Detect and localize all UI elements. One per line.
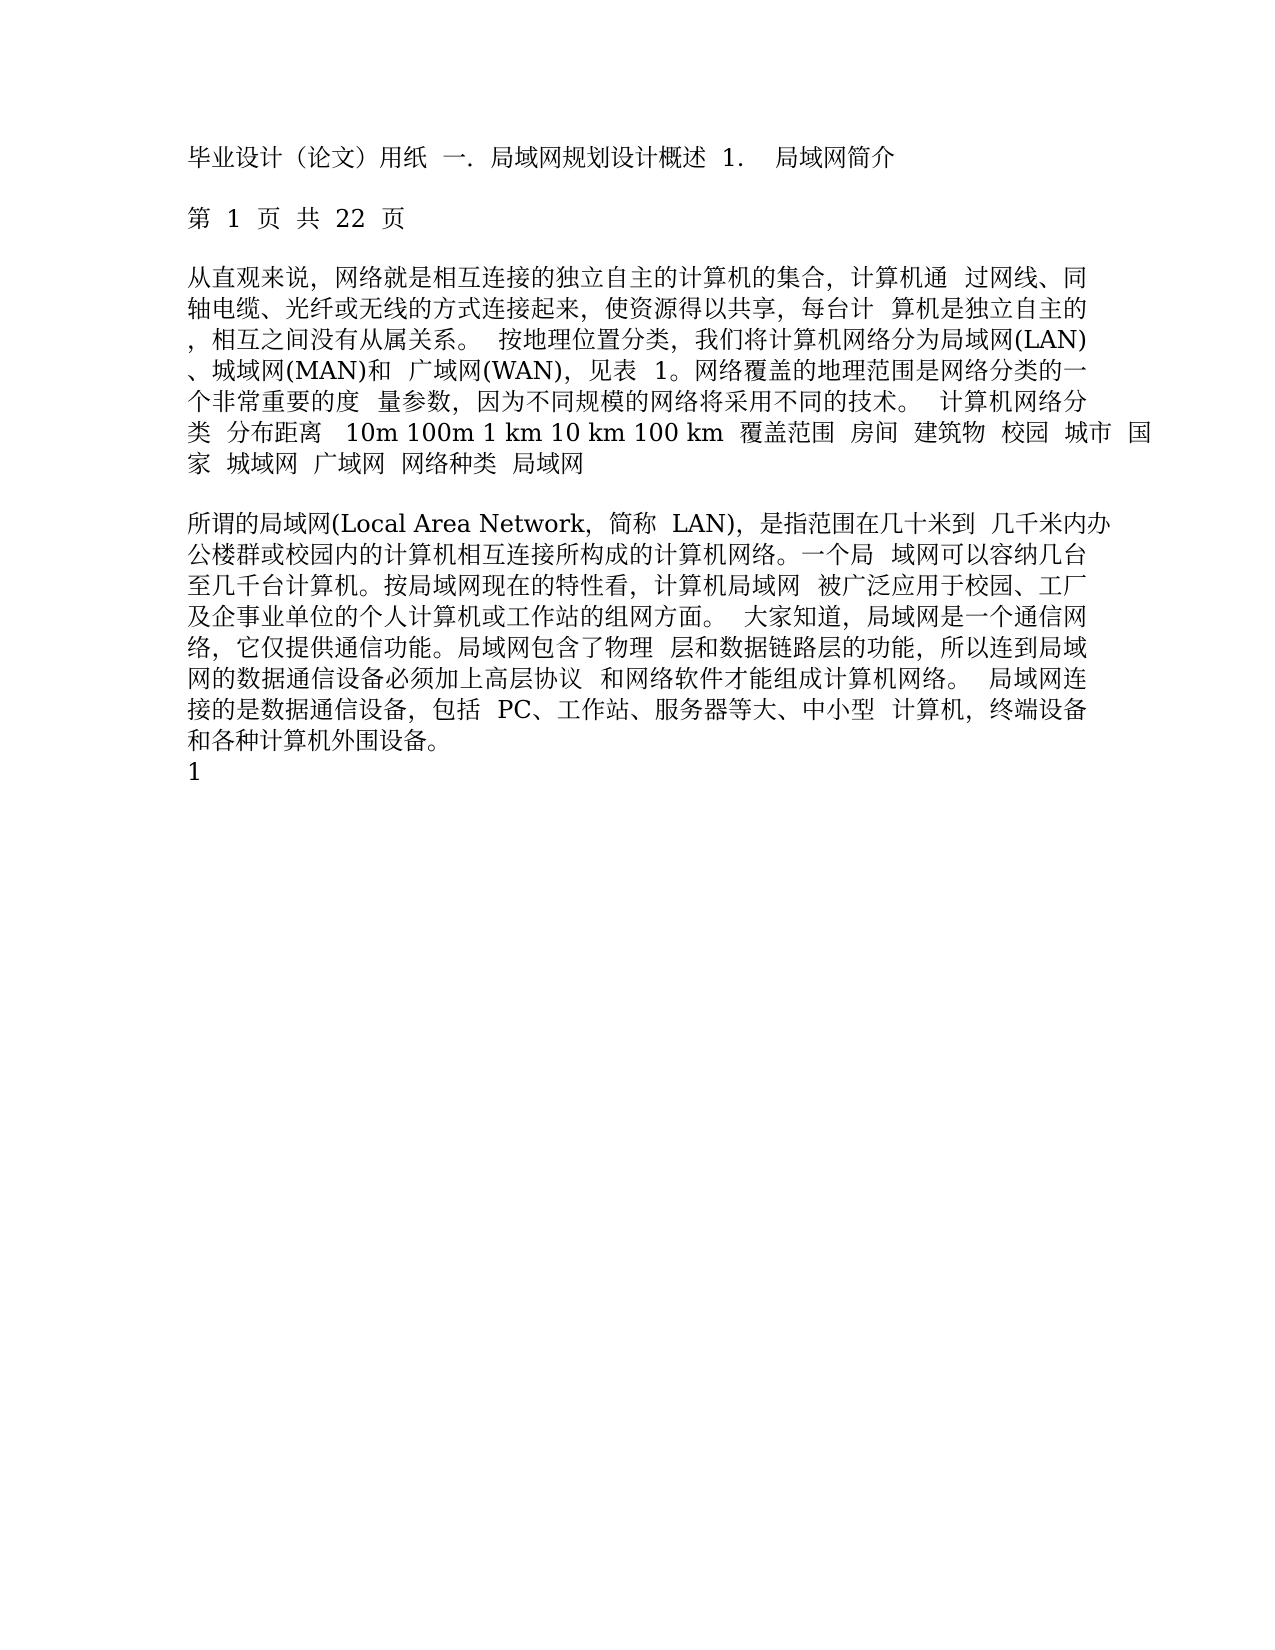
paragraph-line: 公楼群或校园内的计算机相互连接所构成的计算机网络。一个局 域网可以容纳几台 — [187, 541, 1087, 569]
paragraph-line: 接的是数据通信设备，包括 PC、工作站、服务器等大、中小型 计算机，终端设备 — [187, 696, 1087, 724]
paragraph-line: 个非常重要的度 量参数，因为不同规模的网络将采用不同的技术。 计算机网络分 — [187, 388, 1087, 416]
paragraph-line: 络，它仅提供通信功能。局域网包含了物理 层和数据链路层的功能，所以连到局域 — [187, 634, 1087, 662]
paragraph-line: 网的数据通信设备必须加上高层协议 和网络软件才能组成计算机网络。 局域网连 — [187, 665, 1087, 693]
header-line: 毕业设计（论文）用纸 一．局域网规划设计概述 1. 局域网简介 — [187, 144, 895, 172]
paragraph-line: 家 城域网 广域网 网络种类 局域网 — [187, 450, 585, 478]
page-indicator: 第 1 页 共 22 页 — [187, 205, 406, 233]
paragraph-line: 及企事业单位的个人计算机或工作站的组网方面。 大家知道，局域网是一个通信网 — [187, 603, 1087, 631]
paragraph-line: 至几千台计算机。按局域网现在的特性看，计算机局域网 被广泛应用于校园、工厂 — [187, 572, 1087, 600]
page-number: 1 — [187, 758, 203, 786]
paragraph-line: ，相互之间没有从属关系。 按地理位置分类，我们将计算机网络分为局域网(LAN) — [187, 326, 1087, 354]
paragraph-line: 所谓的局域网(Local Area Network，简称 LAN)，是指范围在几十米到 几千米内办 — [187, 510, 1111, 538]
paragraph-line: 类 分布距离 10m 100m 1 km 10 km 100 km 覆盖范围 房间 建筑物 校园 城市 国 — [187, 419, 1152, 447]
paragraph-line: 从直观来说，网络就是相互连接的独立自主的计算机的集合，计算机通 过网线、同 — [187, 264, 1087, 292]
paragraph-line: 和各种计算机外围设备。 — [187, 727, 451, 755]
paragraph-line: 轴电缆、光纤或无线的方式连接起来，使资源得以共享，每台计 算机是独立自主的 — [187, 295, 1087, 323]
paragraph-line: 、城域网(MAN)和 广域网(WAN)，见表 1。网络覆盖的地理范围是网络分类的一 — [187, 357, 1087, 385]
